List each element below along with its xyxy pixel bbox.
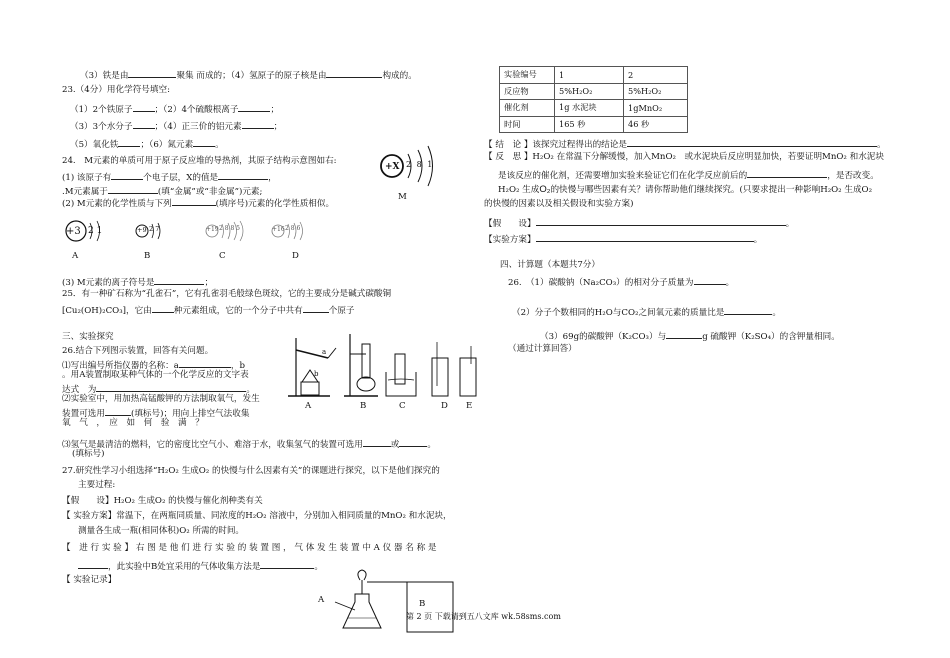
answer-blank[interactable] (78, 560, 108, 569)
atom-a-label: A (72, 251, 79, 261)
q27-reflection-b: 是该反应的催化剂，还需要增加实验来验证它们在化学反应前后的 ，是否改变。 (498, 171, 879, 181)
answer-blank[interactable] (108, 185, 158, 194)
answer-blank[interactable] (154, 276, 204, 285)
atom-m-shells: 2 8 1 (406, 160, 433, 169)
apparatus-label-E: E (466, 401, 473, 411)
atom-d-shells: 2 8 6 (285, 225, 301, 232)
q27-plan: 【 实验方案】常温下，在两瓶同质量、同浓度的H₂O₂ 溶液中，分别加入相同质量的MnO₂ 和水泥块， (62, 511, 452, 521)
table-row: 催化剂 1g 水泥块 1gMnO₂ (500, 100, 688, 117)
answer-blank[interactable] (326, 69, 382, 78)
q27-record: 【 实验记录】 (62, 575, 117, 585)
atom-m-nucleus: +X (385, 162, 400, 172)
answer-blank[interactable] (694, 276, 726, 285)
q24-title: 24. M元素的单质可用于原子反应堆的导热剂，其原子结构示意图如右: (62, 156, 337, 166)
q26-part3b: (填标号) (72, 449, 105, 459)
q25-line1: 25．有一种矿石称为“孔雀石”，它有孔雀羽毛般绿色斑纹，它的主要成分是碱式碳酸铜 (62, 289, 392, 299)
answer-blank[interactable] (303, 304, 329, 313)
atom-m-label: M (398, 192, 407, 202)
answer-blank[interactable] (172, 197, 216, 206)
q27-new-plan: 【实验方案】 。 (484, 235, 763, 245)
q23-row3: （5）氧化铁 ；（6）氮元素 。 (70, 140, 224, 150)
q23-row2: （3）3个水分子 ；（4）正三价的铝元素 ； (70, 122, 283, 132)
atom-a-nucleus: +3 (66, 226, 81, 237)
q27-plan-b: 测量各生成一瓶(相同体积)O₂ 所需的时间。 (78, 526, 245, 536)
q26-part1: ⑴写出编号所指仪器的名称：a ，b (62, 361, 245, 371)
atom-d-nucleus: +16 (272, 226, 285, 233)
answer-blank[interactable] (238, 103, 270, 112)
apparatus-label-A: A (305, 401, 312, 411)
table-row: 反应物 5%H₂O₂ 5%H₂O₂ (500, 83, 688, 100)
answer-blank[interactable] (747, 169, 827, 178)
answer-blank[interactable] (105, 407, 131, 416)
q25-line2: [Cu₂(OH)₂CO₃]，它由 种元素组成，它的一个分子中共有 个原子 (62, 306, 355, 316)
answer-blank[interactable] (363, 438, 391, 447)
answer-blank[interactable] (128, 69, 176, 78)
answer-blank[interactable] (218, 171, 268, 180)
calc-q2: （2）分子个数相同的H₂O与CO₂之间氧元素的质量比是 。 (512, 308, 782, 318)
q26-part2b: 装置可选用 (填标号)；用向上排空气法收集 (62, 409, 250, 419)
page-footer: 第 2 页 下载请到五八文库 wk.58sms.com (406, 612, 561, 621)
answer-blank[interactable] (627, 138, 877, 147)
atom-b-label: B (144, 251, 151, 261)
q24-part1: (1) 该原子有 个电子层，X的值是 ， (62, 173, 277, 183)
atom-c-shells: 2 8 8 5 (219, 225, 240, 232)
q27-hypothesis: 【假 设】H₂O₂ 生成O₂ 的快慢与催化剂种类有关 (62, 496, 263, 506)
q23-row1: （1）2个铁原子 ；（2）4个硫酸根离子 ； (70, 105, 280, 115)
atom-b-shells: 2 7 (149, 225, 160, 233)
q26-part2c: 氧 气 ， 应 如 何 验 满 ？ (62, 418, 204, 428)
setup-label-a: A (318, 595, 325, 605)
calc-note: （通过计算回答） (508, 344, 577, 354)
q27-experiment: 【 进 行 实 验 】 右 图 是 他 们 进 行 实 验 的 装 置 图 ， 气 体 发 生 装 置 中 A 仪 器 名 称 是 (62, 543, 437, 553)
q27-reflection: 【 反 思 】H₂O₂ 在常温下分解缓慢，加入MnO₂ 或水泥块后反应明显加快，若要证明MnO₂ 和水泥块 (484, 152, 884, 162)
q24-part3: (3) M元素的离子符号是 ； (62, 278, 214, 288)
setup-label-b: B (419, 599, 426, 609)
q27-line1: 27.研究性学习小组选择“H₂O₂ 生成O₂ 的快慢与什么因素有关”的课题进行探究，以下是他们探究的 (62, 466, 440, 476)
q27-new-hypothesis: 【假 设】 。 (484, 219, 795, 229)
table-row: 实验编号 1 2 (500, 67, 688, 84)
answer-blank[interactable] (133, 120, 155, 129)
apparatus-label-a: a (322, 348, 327, 356)
setup-diagram (315, 568, 455, 634)
answer-blank[interactable] (133, 103, 155, 112)
apparatus-diagram (282, 330, 477, 412)
q23-title: 23.（4分）用化学符号填空: (62, 85, 170, 95)
q26-part1b: 。用A装置制取某种气体的一个化学反应的文字表 (62, 370, 249, 380)
answer-blank[interactable] (179, 359, 231, 368)
atom-d-label: D (292, 251, 299, 261)
q22-line3: （3）铁是由 聚集 而成的；（4）氢原子的原子核是由 构成的。 (80, 71, 417, 81)
answer-blank[interactable] (260, 560, 314, 569)
q24-part1b: .M元素属于 (填“金属”或“非金属”)元素; (62, 187, 263, 197)
q27-extension-b: 的快慢的因素以及相关假设和实验方案) (484, 199, 634, 209)
apparatus-label-b: b (314, 370, 319, 378)
section3-title: 三、实验探究 (62, 332, 114, 342)
q26-part1c: 达式 为 。 (62, 385, 255, 395)
q27-experiment-b: ，此实验中B处宜采用的气体收集方法是 。 (78, 560, 323, 573)
q27-conclusion: 【 结 论 】该探究过程得出的结论是 。 (484, 140, 886, 150)
apparatus-label-C: C (399, 401, 406, 411)
answer-blank[interactable] (96, 383, 246, 392)
q27-extension: H₂O₂ 生成O₂的快慢与哪些因素有关？请你帮助他们继续探究。(只要求提出一种影响H₂O₂ 生成O₂ (498, 184, 873, 195)
atom-a-shells: 2 1 (88, 226, 103, 236)
answer-blank[interactable] (242, 120, 274, 129)
q26-title: 26.结合下列图示装置，回答有关问题。 (62, 346, 214, 356)
answer-blank[interactable] (399, 438, 427, 447)
section4-title: 四、计算题（本题共7分） (500, 260, 600, 270)
answer-blank[interactable] (724, 306, 772, 315)
atom-c-nucleus: +19 (206, 226, 219, 233)
q26-part3: ⑶氢气是最清洁的燃料，它的密度比空气小、难溶于水，收集氢气的装置可选用 或 。 (62, 440, 437, 450)
q26-part2: ⑵实验室中，用加热高锰酸钾的方法制取氧气，发生 (62, 394, 260, 404)
atom-b-nucleus: +9 (137, 226, 147, 234)
answer-blank[interactable] (666, 330, 702, 339)
calc-q1: 26. （1）碳酸钠（Na₂CO₃）的相对分子质量为 。 (508, 278, 735, 288)
q27-line2: 主要过程: (78, 480, 116, 490)
table-row: 时间 165 秒 46 秒 (500, 116, 688, 133)
answer-blank[interactable] (193, 138, 215, 147)
answer-blank[interactable] (536, 233, 754, 242)
answer-blank[interactable] (152, 304, 174, 313)
answer-blank[interactable] (118, 138, 140, 147)
apparatus-label-B: B (360, 401, 367, 411)
answer-blank[interactable] (111, 171, 143, 180)
apparatus-label-D: D (441, 401, 448, 411)
calc-q3: （3）69g的碳酸钾（K₂CO₃）与 g 硫酸钾（K₂SO₄）的含钾量相同。 (540, 332, 840, 342)
answer-blank[interactable] (536, 217, 786, 226)
q24-part2: (2) M元素的化学性质与下列 (填序号)元素的化学性质相似。 (62, 199, 335, 209)
atom-c-label: C (219, 251, 226, 261)
experiment-table (499, 66, 688, 133)
atom-m-diagram (380, 148, 450, 198)
